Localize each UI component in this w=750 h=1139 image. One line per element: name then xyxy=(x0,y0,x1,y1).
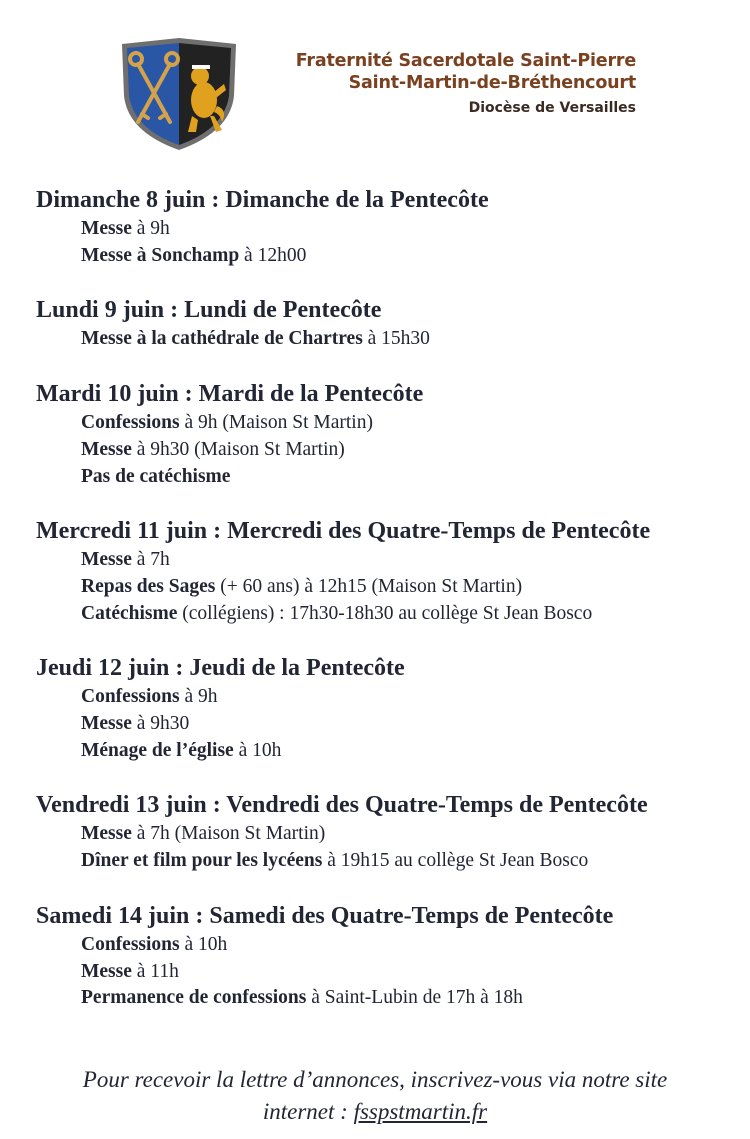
header xyxy=(118,36,648,152)
day-block xyxy=(36,789,726,874)
event-item xyxy=(36,410,726,437)
event-item xyxy=(36,711,726,738)
event-item xyxy=(36,821,726,848)
event-item xyxy=(36,684,726,711)
event-detail: à 11h xyxy=(131,960,179,982)
event-detail: à 9h xyxy=(179,686,218,708)
day-block xyxy=(36,652,726,764)
event-label: Pas de catéchisme xyxy=(81,465,231,487)
day-title: Mercredi 11 juin : Mercredi des Quatre-Temps de Pentecôte xyxy=(36,518,651,545)
footer-text-line2 xyxy=(0,1096,750,1128)
day-title: Jeudi 12 juin : Jeudi de la Pentecôte xyxy=(36,655,405,682)
event-label: Messe xyxy=(81,438,132,460)
event-detail: (+ 60 ans) à 12h15 (Maison St Martin) xyxy=(215,575,523,597)
event-detail: à 9h30 (Maison St Martin) xyxy=(131,438,345,460)
diocese-name: Diocèse de Versailles xyxy=(468,100,636,116)
event-detail: à 10h xyxy=(179,933,228,955)
weekly-schedule xyxy=(36,184,726,1037)
event-detail: à 12h00 xyxy=(239,244,307,266)
event-detail: à 19h15 au collège St Jean Bosco xyxy=(322,850,589,872)
footer-text-prefix: internet : xyxy=(262,1099,354,1124)
event-item xyxy=(36,959,726,986)
event-label: Messe xyxy=(81,823,132,845)
crest-logo xyxy=(118,36,240,152)
event-detail: à 9h30 xyxy=(131,713,190,735)
day-title: Lundi 9 juin : Lundi de Pentecôte xyxy=(36,297,382,324)
org-line2: Saint-Martin-de-Bréthencourt xyxy=(348,73,636,93)
event-item xyxy=(36,574,726,601)
event-label: Messe xyxy=(81,713,132,735)
day-block xyxy=(36,515,726,627)
event-item xyxy=(36,464,726,491)
event-item xyxy=(36,547,726,574)
event-label: Repas des Sages xyxy=(81,575,216,597)
event-detail: à 9h (Maison St Martin) xyxy=(179,412,373,434)
day-block xyxy=(36,294,726,353)
day-title: Mardi 10 juin : Mardi de la Pentecôte xyxy=(36,381,424,408)
newsletter-footer xyxy=(0,1064,750,1128)
event-item xyxy=(36,601,726,628)
day-block xyxy=(36,378,726,490)
event-label: Messe à la cathédrale de Chartres xyxy=(81,328,363,350)
event-item xyxy=(36,326,726,353)
event-detail: à 7h xyxy=(131,549,170,571)
event-label: Messe xyxy=(81,218,132,239)
day-block xyxy=(36,184,726,269)
footer-text-line1: Pour recevoir la lettre d’annonces, inscrivez-vous via notre site xyxy=(82,1067,668,1092)
event-label: Messe xyxy=(81,960,132,982)
event-detail: à Saint-Lubin de 17h à 18h xyxy=(306,987,523,1009)
day-title: Vendredi 13 juin : Vendredi des Quatre-Temps de Pentecôte xyxy=(36,792,648,819)
event-detail: à 7h (Maison St Martin) xyxy=(131,823,326,845)
event-label: Dîner et film pour les lycéens xyxy=(81,850,323,872)
event-item xyxy=(36,243,726,270)
event-label: Messe xyxy=(81,549,132,571)
day-title: Dimanche 8 juin : Dimanche de la Pentecôte xyxy=(36,187,489,213)
event-detail: (collégiens) : 17h30-18h30 au collège St Jean Bosco xyxy=(177,602,593,624)
day-block xyxy=(36,900,726,1012)
event-label: Confessions xyxy=(81,686,180,708)
organization-name xyxy=(296,50,636,120)
event-detail: à 9h xyxy=(131,218,170,239)
event-item xyxy=(36,985,726,1012)
event-detail: à 15h30 xyxy=(362,328,430,350)
event-detail: à 10h xyxy=(233,739,282,761)
event-label: Permanence de confessions xyxy=(81,987,307,1009)
day-title: Samedi 14 juin : Samedi des Quatre-Temps de Pentecôte xyxy=(36,902,614,929)
event-label: Confessions xyxy=(81,412,180,434)
event-item xyxy=(36,437,726,464)
event-label: Confessions xyxy=(81,933,180,955)
event-label: Ménage de l’église xyxy=(81,739,234,761)
website-link[interactable]: fsspstmartin.fr xyxy=(353,1099,488,1124)
org-line1: Fraternité Sacerdotale Saint-Pierre xyxy=(295,51,636,71)
event-item xyxy=(36,738,726,765)
event-item xyxy=(36,932,726,959)
event-item xyxy=(36,848,726,875)
event-item xyxy=(36,216,726,243)
event-label: Catéchisme xyxy=(81,602,178,624)
event-label: Messe à Sonchamp xyxy=(81,244,240,266)
